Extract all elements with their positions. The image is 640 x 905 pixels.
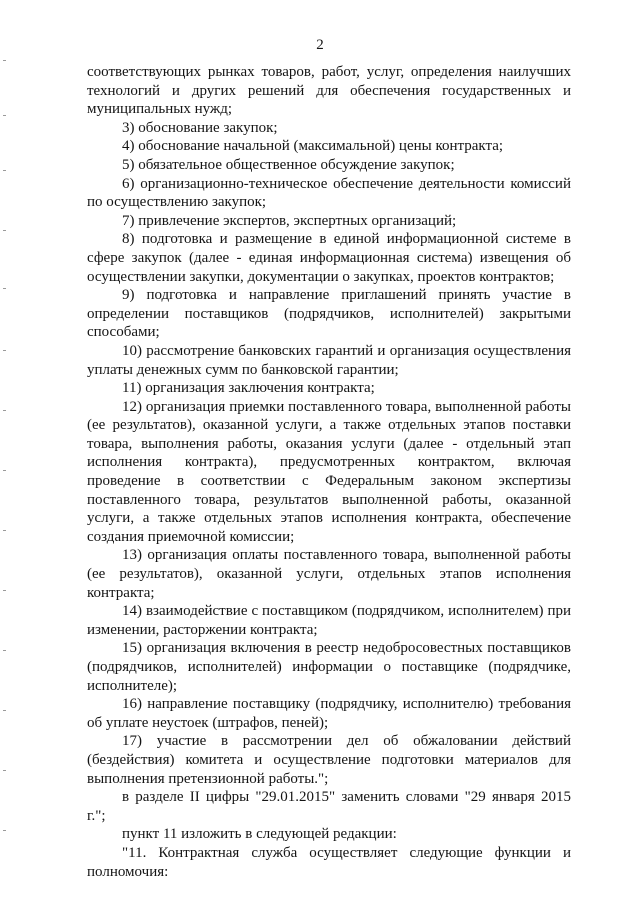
document-body bbox=[87, 63, 571, 881]
scan-edge-marks bbox=[3, 60, 9, 860]
paragraph-continuation: соответствующих рынках товаров, работ, услуг, определения наилучших технологий и других решений для обеспечения государственных и муниципальных нужд; bbox=[87, 64, 571, 118]
list-item-10: 10) рассмотрение банковских гарантий и организация осуществления уплаты денежных сумм по банковской гарантии; bbox=[87, 342, 571, 378]
amendment-section-ii: в разделе II цифры "29.01.2015" заменить словами "29 января 2015 г."; bbox=[87, 789, 571, 824]
point-11-text: "11. Контрактная служба осуществляет следующие функции и полномочия: bbox=[87, 844, 571, 880]
list-item-15: 15) организация включения в реестр недобросовестных поставщиков (подрядчиков, исполнителей) информации о поставщике (подрядчике, исполнителе); bbox=[87, 640, 571, 694]
list-item-3: 3) обоснование закупок; bbox=[122, 119, 278, 136]
list-item-6: 6) организационно-техническое обеспечение деятельности комиссий по осуществлению закупок; bbox=[87, 175, 571, 211]
list-item-14: 14) взаимодействие с поставщиком (подрядчиком, исполнителем) при изменении, расторжении контракта; bbox=[87, 603, 571, 638]
amendment-point-11: пункт 11 изложить в следующей редакции: bbox=[122, 826, 397, 843]
list-item-5: 5) обязательное общественное обсуждение закупок; bbox=[122, 156, 455, 173]
list-item-8: 8) подготовка и размещение в единой информационной системе в сфере закупок (далее - единая информационная система) извещения об осуществлении закупки, документации о закупках, проектов контрактов; bbox=[87, 231, 571, 285]
page-number: 2 bbox=[316, 37, 324, 53]
list-item-4: 4) обоснование начальной (максимальной) цены контракта; bbox=[122, 138, 504, 155]
list-item-16: 16) направление поставщику (подрядчику, исполнителю) требования об уплате неустоек (штрафов, пеней); bbox=[87, 696, 571, 731]
list-item-12: 12) организация приемки поставленного товара, выполненной работы (ее результатов), оказанной услуги, а также отдельных этапов поставки товара, выполнения работы, оказания услуги (далее - отдельный этап исполнения контракта), предусмотренных контрактом, включая проведение в соответствии с Федеральным законом экспертизы поставленного товара, результатов выполненной работы, оказанной услуги, а также отдельных этапов исполнения контракта, обеспечение создания приемочной комиссии; bbox=[87, 398, 571, 545]
list-item-9: 9) подготовка и направление приглашений принять участие в определении поставщиков (подрядчиков, исполнителей) закрытыми способами; bbox=[87, 287, 571, 341]
list-item-13: 13) организация оплаты поставленного товара, выполненной работы (ее результатов), оказанной услуги, отдельных этапов исполнения контракта; bbox=[87, 547, 571, 601]
list-item-7: 7) привлечение экспертов, экспертных организаций; bbox=[122, 212, 457, 229]
list-item-11: 11) организация заключения контракта; bbox=[122, 380, 375, 397]
list-item-17: 17) участие в рассмотрении дел об обжаловании действий (бездействия) комитета и осуществление подготовки материалов для выполнения претензионной работы."; bbox=[87, 733, 571, 787]
